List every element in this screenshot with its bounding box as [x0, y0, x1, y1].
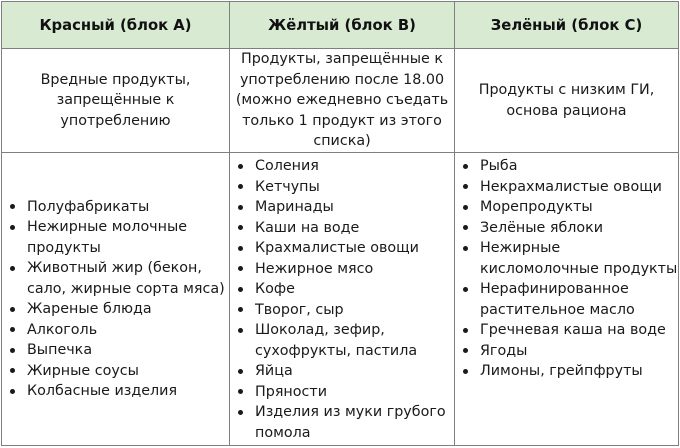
list-item: Гречневая каша на воде — [480, 320, 678, 341]
list-item: Пряности — [255, 382, 454, 403]
description-yellow: Продукты, запрещённые к употреблению после 18.00 (можно ежедневно съедать только 1 продукт из этого списка) — [230, 49, 455, 153]
red-list — [2, 197, 229, 402]
list-item: Некрахмалистые овощи — [480, 177, 678, 198]
description-row — [2, 49, 679, 153]
list-item: Алкоголь — [27, 320, 229, 341]
list-item: Нежирное мясо — [255, 259, 454, 280]
header-row — [2, 2, 679, 49]
list-item: Маринады — [255, 197, 454, 218]
green-list-cell — [455, 153, 679, 446]
list-item: Нежирные кисломолочные продукты — [480, 238, 678, 279]
red-list-cell — [2, 153, 230, 446]
list-item: Шоколад, зефир, сухофрукты, пастила — [255, 320, 454, 361]
yellow-list-cell — [230, 153, 455, 446]
list-item: Творог, сыр — [255, 300, 454, 321]
list-item: Кофе — [255, 279, 454, 300]
list-item: Соления — [255, 156, 454, 177]
list-item: Зелёные яблоки — [480, 218, 678, 239]
list-item: Яйца — [255, 361, 454, 382]
yellow-list — [230, 156, 454, 443]
list-item: Нежирные молочные продукты — [27, 217, 229, 258]
header-green: Зелёный (блок С) — [455, 2, 679, 49]
list-item: Ягоды — [480, 341, 678, 362]
list-item: Морепродукты — [480, 197, 678, 218]
header-red: Красный (блок А) — [2, 2, 230, 49]
food-blocks-table — [1, 1, 679, 446]
description-green: Продукты с низким ГИ, основа рациона — [455, 49, 679, 153]
list-item: Выпечка — [27, 340, 229, 361]
list-item: Кетчупы — [255, 177, 454, 198]
list-item: Рыба — [480, 156, 678, 177]
items-row — [2, 153, 679, 446]
list-item: Колбасные изделия — [27, 381, 229, 402]
list-item: Полуфабрикаты — [27, 197, 229, 218]
list-item: Изделия из муки грубого помола — [255, 402, 454, 443]
list-item: Крахмалистые овощи — [255, 238, 454, 259]
header-yellow: Жёлтый (блок В) — [230, 2, 455, 49]
list-item: Жирные соусы — [27, 361, 229, 382]
list-item: Нерафинированное растительное масло — [480, 279, 678, 320]
list-item: Животный жир (бекон, сало, жирные сорта мяса) — [27, 258, 229, 299]
green-list — [455, 156, 678, 382]
list-item: Лимоны, грейпфруты — [480, 361, 678, 382]
description-red: Вредные продукты, запрещённые к употреблению — [2, 49, 230, 153]
list-item: Каши на воде — [255, 218, 454, 239]
list-item: Жареные блюда — [27, 299, 229, 320]
